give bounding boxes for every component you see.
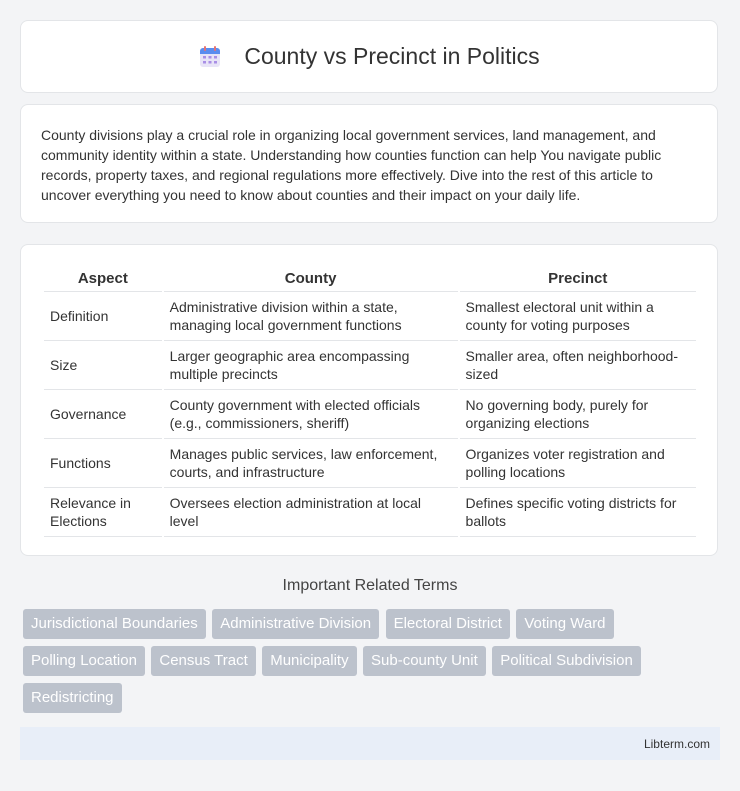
column-header-precinct: Precinct	[460, 265, 696, 292]
table-row	[44, 488, 696, 537]
cell-county: County government with elected officials (e.g., commissioners, sheriff)	[164, 390, 458, 439]
related-term-tag[interactable]: Electoral District	[386, 609, 510, 639]
footer-site-link[interactable]: Libterm.com	[643, 736, 710, 751]
cell-county: Larger geographic area encompassing multiple precincts	[164, 341, 458, 390]
table-row	[44, 390, 696, 439]
related-terms-title: Important Related Terms	[282, 577, 458, 594]
table-row	[44, 439, 696, 488]
comparison-table	[42, 265, 698, 537]
cell-aspect: Relevance in Elections	[44, 488, 162, 537]
related-term-tag[interactable]: Redistricting	[23, 683, 122, 713]
related-terms-list	[23, 609, 723, 720]
table-row	[44, 341, 696, 390]
table-header-row	[44, 265, 696, 292]
cell-precinct: Organizes voter registration and polling locations	[460, 439, 696, 488]
related-term-tag[interactable]: Administrative Division	[212, 609, 379, 639]
cell-precinct: Smallest electoral unit within a county for voting purposes	[460, 292, 696, 341]
related-term-tag[interactable]: Polling Location	[23, 646, 145, 676]
footer	[20, 727, 720, 760]
header-card	[20, 20, 718, 93]
related-term-tag[interactable]: Political Subdivision	[492, 646, 641, 676]
page-title: County vs Precinct in Politics	[244, 43, 540, 69]
column-header-aspect: Aspect	[44, 265, 162, 292]
calendar-icon	[198, 45, 222, 69]
cell-aspect: Size	[44, 341, 162, 390]
related-term-tag[interactable]: Sub-county Unit	[363, 646, 486, 676]
related-term-tag[interactable]: Voting Ward	[516, 609, 613, 639]
cell-aspect: Functions	[44, 439, 162, 488]
cell-county: Oversees election administration at local level	[164, 488, 458, 537]
cell-aspect: Governance	[44, 390, 162, 439]
comparison-card	[20, 244, 718, 556]
table-row	[44, 292, 696, 341]
related-term-tag[interactable]: Jurisdictional Boundaries	[23, 609, 206, 639]
intro-card	[20, 104, 718, 223]
column-header-county: County	[164, 265, 458, 292]
cell-precinct: Defines specific voting districts for ballots	[460, 488, 696, 537]
related-term-tag[interactable]: Municipality	[262, 646, 356, 676]
cell-precinct: No governing body, purely for organizing elections	[460, 390, 696, 439]
intro-text: County divisions play a crucial role in organizing local government services, land management, and community identity within a state. Understanding how counties function can help You navigate public records, property taxes, and regional regulations more effectively. Dive into the rest of this article to uncover everything you need to know about counties and their impact on your daily life.	[41, 127, 662, 203]
related-term-tag[interactable]: Census Tract	[151, 646, 255, 676]
cell-county: Manages public services, law enforcement, courts, and infrastructure	[164, 439, 458, 488]
cell-precinct: Smaller area, often neighborhood-sized	[460, 341, 696, 390]
cell-county: Administrative division within a state, managing local government functions	[164, 292, 458, 341]
cell-aspect: Definition	[44, 292, 162, 341]
